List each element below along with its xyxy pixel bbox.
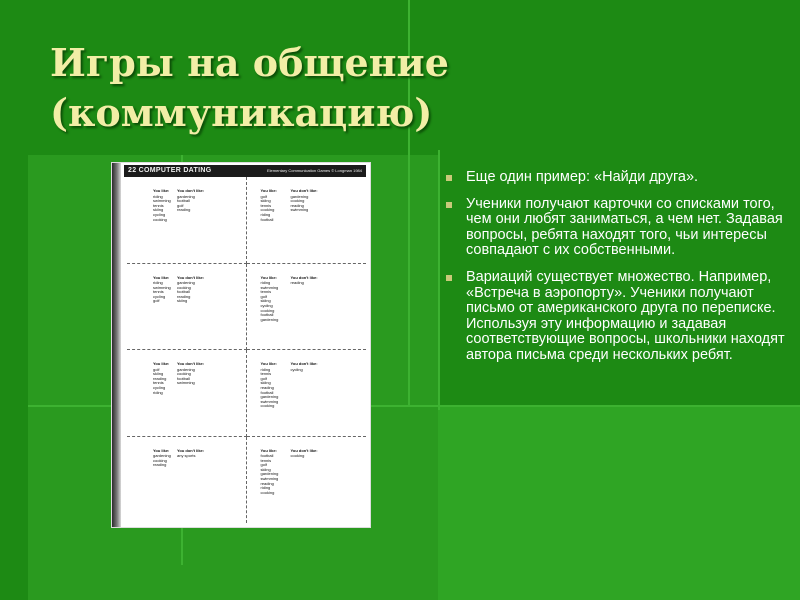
card-item: riding [153, 280, 163, 286]
card-item: reading [260, 480, 274, 486]
card-item: reading [290, 280, 304, 286]
card-item: golf [153, 366, 160, 372]
bullet-item [446, 197, 786, 259]
card-item: cooking [290, 453, 305, 459]
bullet-text: Ученики получают карточки со списками того, чем они любят заниматься, а чем нет. Задавая вопросы, ребята находят того, чьи интересы совпадают с их собственными. [466, 195, 783, 259]
dislikes-column-header: You don't like: [290, 361, 318, 366]
bullet-square-icon [446, 275, 452, 281]
worksheet-header [124, 165, 366, 177]
card-item: reading [290, 202, 304, 208]
card-item: reading [177, 207, 191, 213]
dislikes-column-header: You don't like: [177, 361, 205, 366]
card-item: riding [260, 485, 271, 491]
bullet-item [446, 170, 786, 186]
card-item: riding [260, 211, 271, 217]
slide-title-line-2: (коммуникацию) [50, 90, 433, 135]
card-item: cooking [260, 207, 275, 213]
likes-column-header: You like: [153, 274, 170, 280]
card-item: cycling [153, 211, 166, 217]
likes-column [153, 362, 169, 395]
likes-column-header: You like: [260, 361, 277, 366]
likes-column [153, 449, 171, 468]
worksheet-card [247, 177, 367, 264]
card-item: golf [177, 202, 184, 208]
card-item: cycling [153, 384, 166, 390]
worksheet-card [247, 264, 367, 351]
likes-column-header: You like: [153, 447, 170, 453]
card-item: football [260, 312, 274, 318]
card-item: skiing [260, 380, 271, 386]
card-item: gardening [260, 471, 279, 477]
card-item: gardening [290, 193, 309, 199]
card-item: tennis [153, 202, 164, 208]
likes-column-header: You like: [260, 447, 277, 453]
card-item: cycling [153, 293, 166, 299]
card-item: skiing [153, 371, 164, 377]
card-item: golf [260, 462, 267, 468]
card-item: football [177, 198, 190, 204]
likes-column [153, 189, 171, 222]
background-band [438, 405, 800, 600]
bullet-square-icon [446, 175, 452, 181]
worksheet-image [112, 163, 370, 527]
dislikes-column-header: You don't like: [290, 188, 318, 193]
card-item: reading [153, 462, 167, 468]
card-item: cycling [260, 303, 273, 309]
card-item: cooking [153, 457, 167, 463]
card-item: riding [153, 389, 163, 395]
bullet-list [446, 170, 786, 375]
card-item: gardening [260, 394, 279, 400]
dislikes-column [177, 189, 204, 213]
worksheet-source: Elementary Communication Games © Longman 1984 [267, 168, 362, 173]
worksheet-card [247, 437, 367, 524]
card-item: gardening [260, 316, 279, 322]
card-item: football [177, 375, 190, 381]
card-item: cycling [290, 366, 303, 372]
card-item: swimming [260, 284, 279, 290]
dislikes-column-header: You don't like: [177, 274, 205, 280]
bullet-text: Еще один пример: «Найди друга». [466, 169, 699, 185]
card-item: riding [260, 280, 271, 286]
card-item: swimming [290, 207, 309, 213]
card-item: riding [260, 366, 271, 372]
card-item: golf [260, 193, 267, 199]
worksheet-card-grid [127, 177, 366, 523]
card-item: football [260, 216, 274, 222]
likes-column-header: You like: [260, 274, 277, 280]
dislikes-column [291, 449, 318, 459]
card-item: cooking [153, 216, 167, 222]
card-item: reading [177, 293, 191, 299]
likes-column [261, 449, 279, 496]
likes-column [261, 276, 279, 323]
worksheet-spine [112, 163, 121, 527]
likes-column [261, 189, 277, 222]
card-item: gardening [177, 366, 195, 372]
card-item: gardening [153, 453, 171, 459]
card-item: skiing [260, 298, 271, 304]
dislikes-column-header: You don't like: [290, 274, 318, 280]
card-item: golf [260, 293, 267, 299]
card-item: swimming [153, 198, 171, 204]
card-item: tennis [260, 202, 272, 208]
card-item: swimming [260, 476, 279, 482]
card-item: swimming [177, 380, 195, 386]
dislikes-column [291, 189, 318, 213]
dislikes-column [291, 362, 318, 372]
card-item: riding [153, 193, 163, 199]
decor-vertical-line [438, 150, 440, 410]
worksheet-title: 22 COMPUTER DATING [128, 167, 212, 174]
worksheet-card [127, 437, 247, 524]
likes-column-header: You like: [153, 361, 170, 366]
bullet-square-icon [446, 202, 452, 208]
card-item: skiing [260, 198, 271, 204]
slide-title-line-1: Игры на общение [50, 40, 449, 85]
card-item: tennis [153, 289, 164, 295]
dislikes-column [177, 276, 204, 305]
card-item: skiing [177, 298, 188, 304]
worksheet-card [127, 177, 247, 264]
card-item: football [260, 389, 274, 395]
card-item: tennis [260, 289, 272, 295]
dislikes-column-header: You don't like: [177, 188, 205, 193]
dislikes-column-header: You don't like: [290, 447, 318, 453]
dislikes-column-header: You don't like: [177, 447, 205, 453]
card-item: swimming [260, 398, 279, 404]
card-item: reading [153, 375, 167, 381]
card-item: cooking [177, 284, 191, 290]
slide-title [50, 38, 550, 138]
card-item: tennis [260, 371, 272, 377]
card-item: cooking [260, 403, 275, 409]
card-item: football [260, 453, 274, 459]
dislikes-column [177, 362, 204, 386]
likes-column [153, 276, 171, 305]
bullet-text: Вариаций существует множество. Например, «Встреча в аэропорту». Ученики получают письмо от американского друга по переписке. Используя эту информацию и задавая соответствующие вопросы, школьники находят автора письма среди нескольких ребят. [466, 268, 785, 363]
worksheet-card [247, 350, 367, 437]
card-item: swimming [153, 284, 171, 290]
card-item: cooking [260, 307, 275, 313]
card-item: gardening [177, 193, 195, 199]
worksheet-card [127, 350, 247, 437]
card-item: golf [260, 375, 267, 381]
dislikes-column [291, 276, 318, 286]
card-item: cooking [177, 371, 191, 377]
likes-column [261, 362, 279, 409]
likes-column-header: You like: [153, 188, 170, 193]
card-item: tennis [153, 380, 164, 386]
card-item: cooking [290, 198, 305, 204]
dislikes-column [177, 449, 204, 459]
bullet-item [446, 270, 786, 364]
card-item: tennis [260, 457, 272, 463]
card-item: skiing [260, 466, 271, 472]
likes-column-header: You like: [260, 188, 277, 193]
card-item: cooking [260, 489, 275, 495]
card-item: reading [260, 384, 274, 390]
card-item: golf [153, 298, 160, 304]
card-item: skiing [153, 207, 164, 213]
card-item: any sports [177, 453, 196, 459]
card-item: gardening [177, 280, 195, 286]
card-item: football [177, 289, 190, 295]
worksheet-card [127, 264, 247, 351]
